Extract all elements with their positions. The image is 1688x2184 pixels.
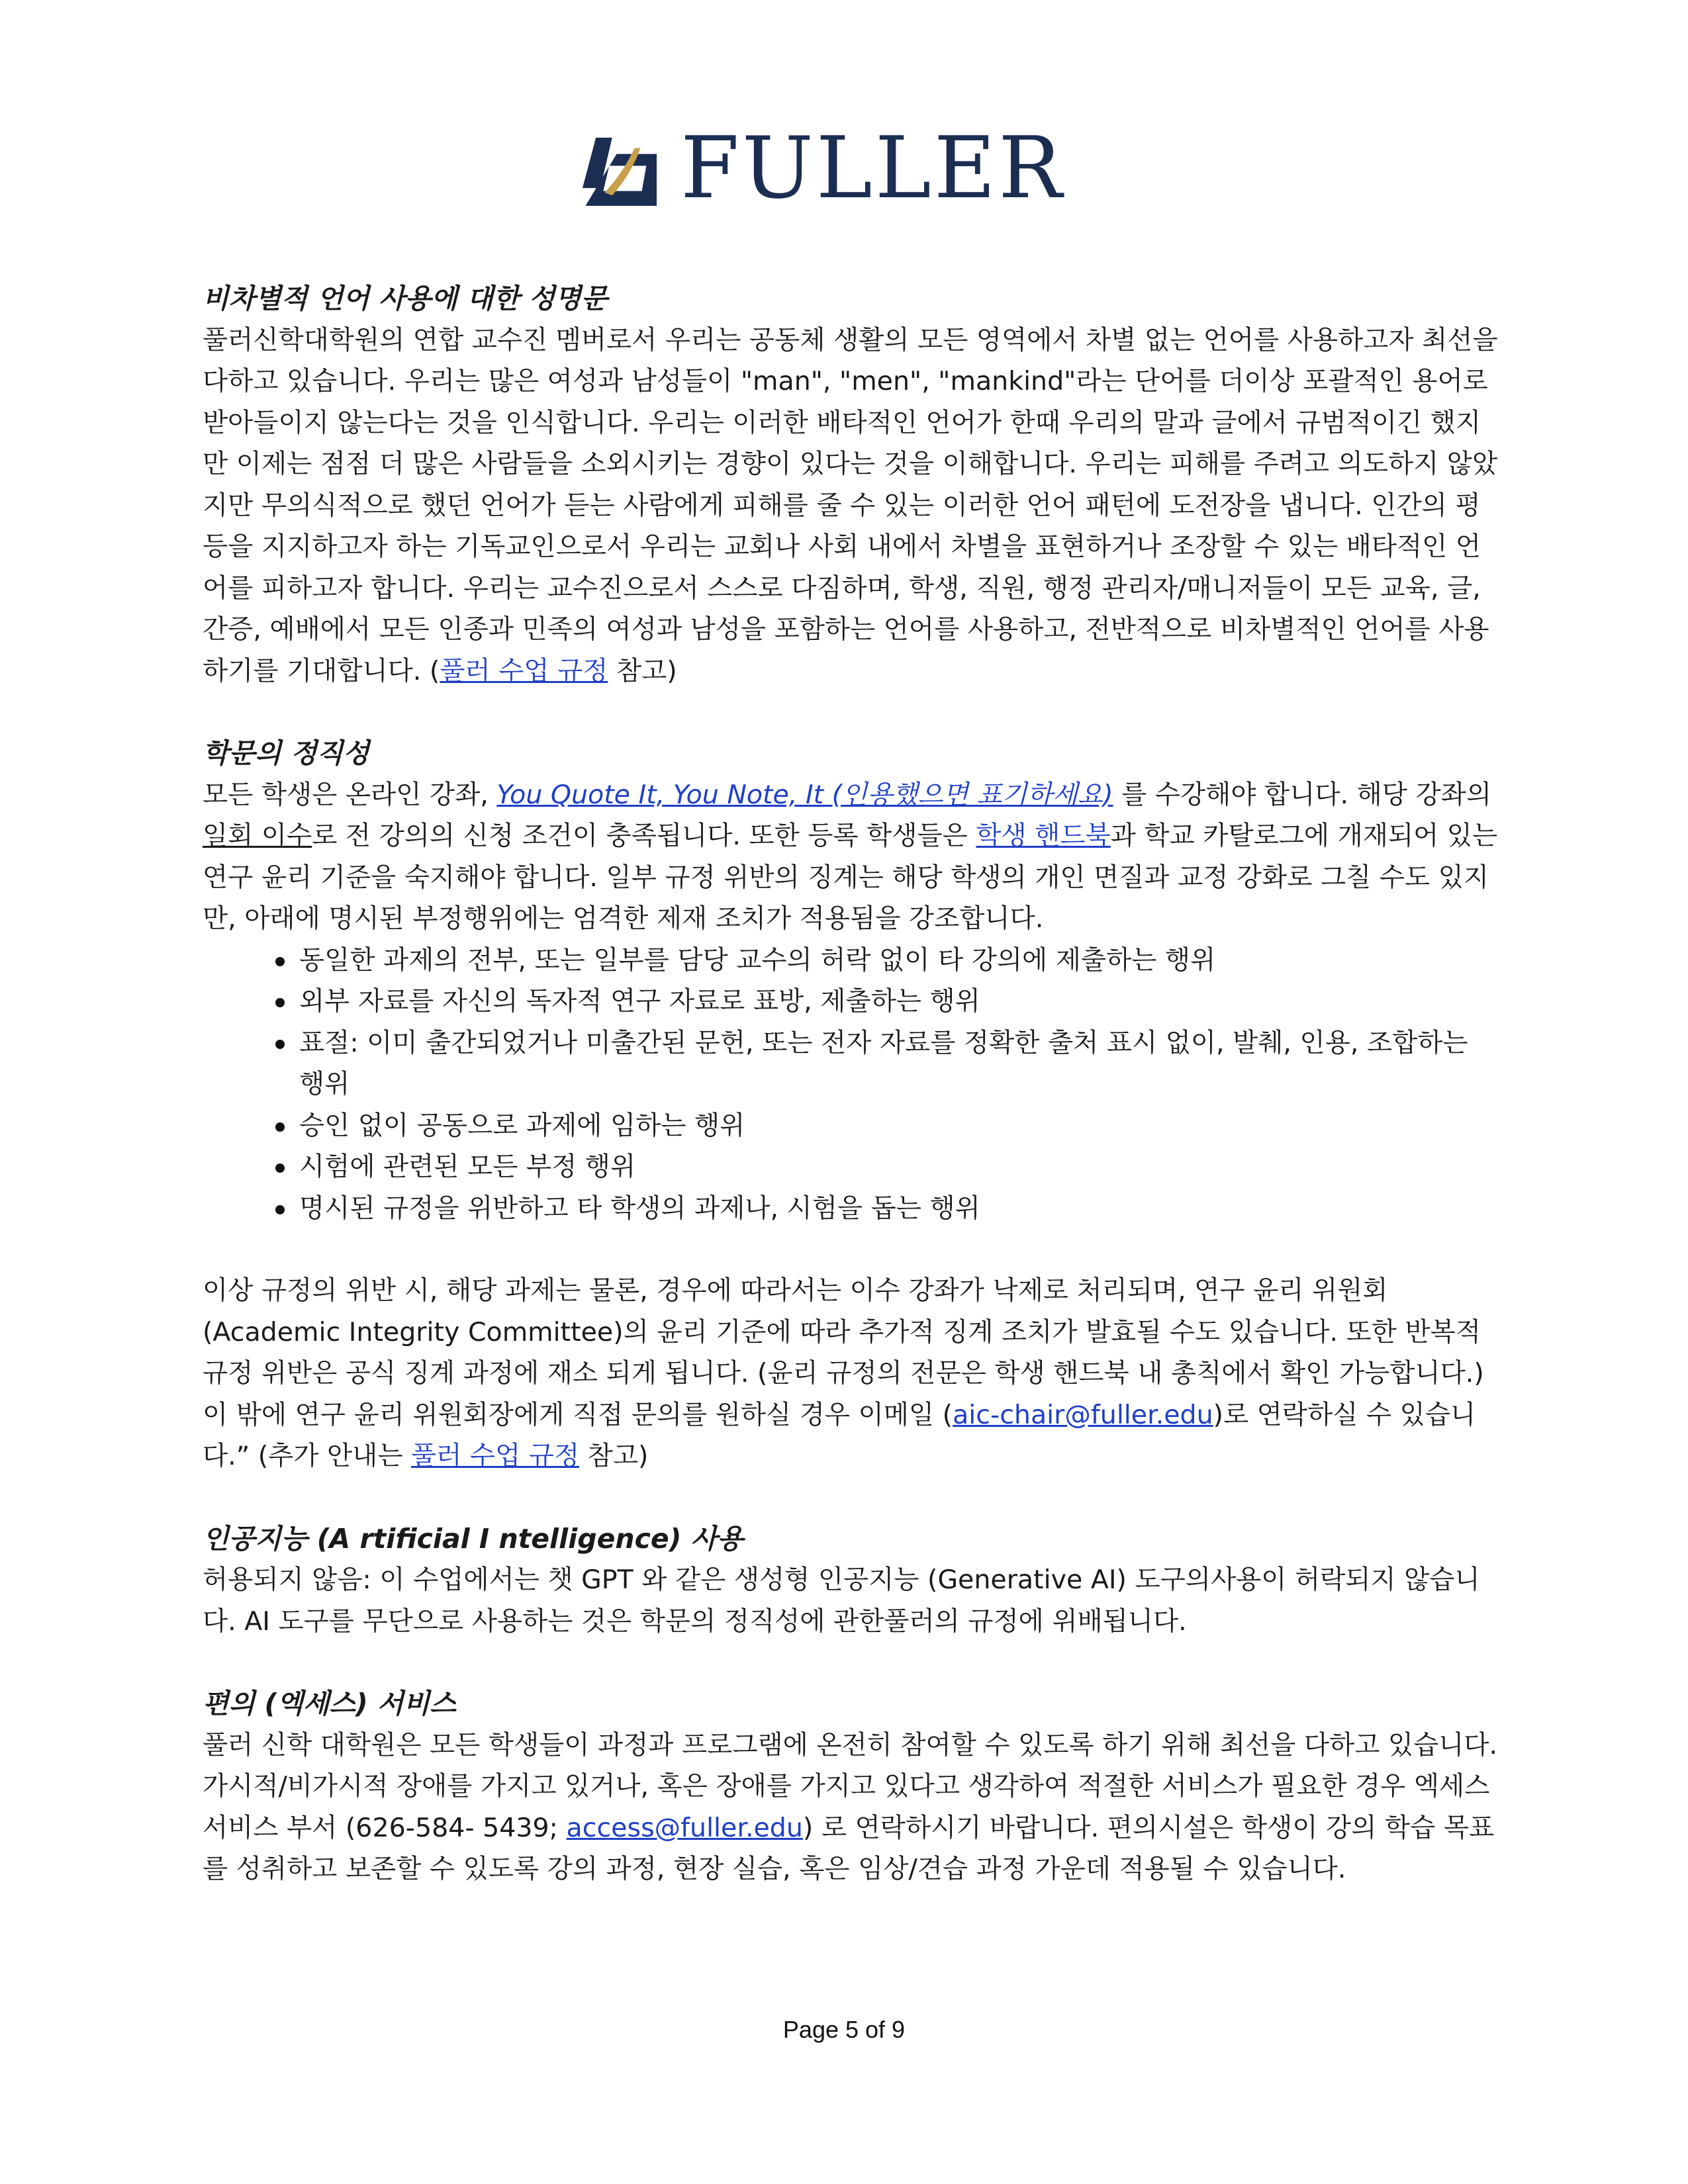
paragraph-text: ) 로 연락하시기 바랍니다. 편의시설은 학생이 강의 학습 목표를 성취하고 보존할 수 있도록 강의 과정, 현장 실습, 혹은 임상/견습 과정 가운데 적용될 수 있습니다.: [203, 1812, 1495, 1884]
list-item: 시험에 관련된 모든 부정 행위: [275, 1146, 1500, 1188]
online-course-link[interactable]: You Quote It, You Note, It (인용했으면 표기하세요): [496, 779, 1113, 810]
paragraph-text: 참고): [579, 1441, 649, 1471]
paragraph-text: 참고): [608, 655, 677, 686]
paragraph-text: 풀러신학대학원의 연합 교수진 멤버로서 우리는 공동체 생활의 모든 영역에서 차별 없는 언어를 사용하고자 최선을 다하고 있습니다. 우리는 많은 여성과 남성들이 "man", "men", "mankind"라는 단어를 더이상 포괄적인 용어로 받아들이지 않는다는 것을 인식합니다. 우리는 이러한 배타적인 언어가 한때 우리의 말과 글에서 규범적이긴 했지만 이제는 점점 더 많은 사람들을 소외시키는 경향이 있다는 것을 이해합니다. 우리는 피해를 주려고 의도하지 않았지만 무의식적으로 했던 언어가 듣는 사람에게 피해를 줄 수 있는 이러한 언어 패턴에 도전장을 냅니다. 인간의 평등을 지지하고자 하는 기독교인으로서 우리는 교회나 사회 내에서 차별을 표현하거나 조장할 수 있는 배타적인 언어를 피하고자 합니다. 우리는 교수진으로서 스스로 다짐하며, 학생, 직원, 행정 관리자/매니저들이 모든 교육, 글, 간증, 예배에서 모든 인종과 민족의 여성과 남성을 포함하는 언어를 사용하고, 전반적으로 비차별적인 언어를 사용하기를 기대합니다. (: [203, 324, 1498, 686]
aic-chair-email-link[interactable]: aic-chair@fuller.edu: [953, 1399, 1213, 1430]
list-item: 승인 없이 공동으로 과제에 임하는 행위: [275, 1105, 1500, 1147]
paragraph-text: )로 연락하실 수 있습니다.” (추가 안내는: [203, 1399, 1476, 1471]
fuller-class-policy-link-2[interactable]: 풀러 수업 규정: [411, 1441, 580, 1471]
section-title-access-services: 편의 (엑세스) 서비스: [203, 1688, 456, 1719]
paragraph-text: 풀러 신학 대학원은 모든 학생들이 과정과 프로그램에 온전히 참여할 수 있도록 하기 위해 최선을 다하고 있습니다. 가시적/비가시적 장애를 가지고 있거나, 혹은 장애를 가지고 있다고 생각하여 적절한 서비스가 필요한 경우 엑세스 서비스 부서 (626-584- 5439;: [203, 1729, 1498, 1843]
student-handbook-link[interactable]: 학생 핸드북: [976, 821, 1111, 851]
page-number: Page 5 of 9: [782, 2016, 906, 2043]
list-item: 동일한 과제의 전부, 또는 일부를 담당 교수의 허락 없이 타 강의에 제출하는 행위: [275, 940, 1500, 981]
document-body: [203, 278, 1500, 1890]
section-body-ai-use: 허용되지 않음: 이 수업에서는 챗 GPT 와 같은 생성형 인공지능 (Generative AI) 도구의사용이 허락되지 않습니다. AI 도구를 무단으로 사용하는 것은 학문의 정직성에 관한풀러의 규정에 위배됩니다.: [203, 1565, 1480, 1637]
paragraph-text: 과 학교 카탈로그에 개재되어 있는 연구 윤리 기준을 숙지해야 합니다. 일부 규정 위반의 징계는 해당 학생의 개인 면질과 교정 강화로 그칠 수도 있지만, 아래에 명시된 부정행위에는 엄격한 제재 조치가 적용됨을 강조합니다.: [203, 821, 1498, 934]
section-body-academic-integrity: [203, 774, 1500, 940]
violations-list: [203, 940, 1500, 1230]
section-body-violations-consequences: [203, 1270, 1500, 1477]
logo-wordmark: FULLER: [680, 119, 1065, 218]
paragraph-text: 를 수강해야 합니다. 해당 강좌의: [1113, 779, 1491, 810]
fuller-logo-mark-icon: [583, 132, 657, 206]
paragraph-text: 이상 규정의 위반 시, 해당 과제는 물론, 경우에 따라서는 이수 강좌가 낙제로 처리되며, 연구 윤리 위원회 (Academic Integrity Committee)의 윤리 기준에 따라 추가적 징계 조치가 발효될 수도 있습니다. 또한 반복적 규정 위반은 공식 징계 과정에 재소 되게 됩니다. (윤리 규정의 전문은 학생 핸드북 내 총칙에서 확인 가능합니다.) 이 밖에 연구 윤리 위원회장에게 직접 문의를 원하실 경우 이메일 (: [203, 1275, 1484, 1430]
one-time-completion-text: 일회 이수: [203, 821, 312, 851]
fuller-logo: [583, 119, 1065, 218]
section-body-nondiscriminatory-language: [203, 320, 1500, 692]
list-item: 외부 자료를 자신의 독자적 연구 자료로 표방, 제출하는 행위: [275, 981, 1500, 1023]
fuller-class-policy-link[interactable]: 풀러 수업 규정: [440, 655, 608, 686]
paragraph-text: 모든 학생은 온라인 강좌,: [203, 779, 497, 810]
section-title-academic-integrity: 학문의 정직성: [203, 737, 369, 769]
access-email-link[interactable]: access@fuller.edu: [566, 1812, 803, 1843]
list-item: 명시된 규정을 위반하고 타 학생의 과제나, 시험을 돕는 행위: [275, 1188, 1500, 1230]
section-title-nondiscriminatory-language: 비차별적 언어 사용에 대한 성명문: [203, 283, 608, 314]
paragraph-text: 로 전 강의의 신청 조건이 충족됩니다. 또한 등록 학생들은: [312, 821, 976, 851]
section-title-ai-use: 인공지능 (A rtificial I ntelligence) 사용: [203, 1522, 743, 1555]
list-item: 표절: 이미 출간되었거나 미출간된 문헌, 또는 전자 자료를 정확한 출처 표시 없이, 발췌, 인용, 조합하는 행위: [275, 1023, 1500, 1105]
section-body-access-services: [203, 1725, 1500, 1890]
